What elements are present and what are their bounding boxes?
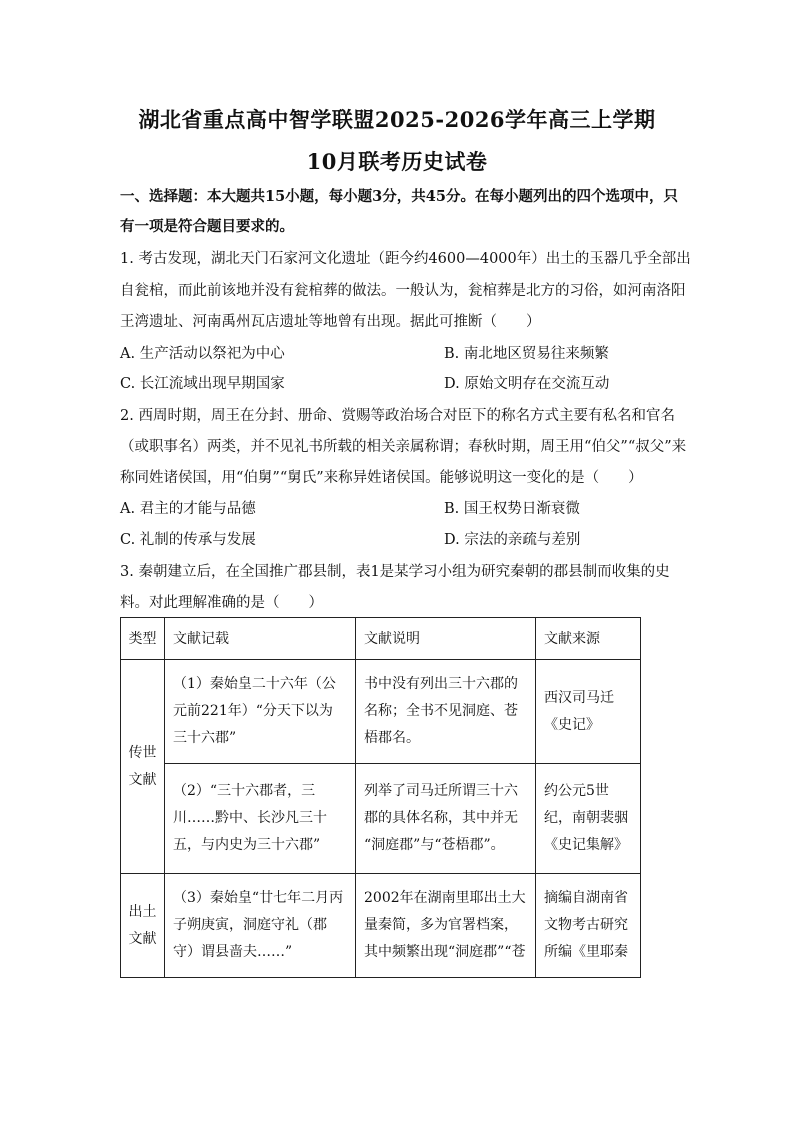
- header-note: 文献说明: [356, 618, 536, 660]
- q2-stem-line3: 称同姓诸侯国，用“伯舅”“舅氏”来称异姓诸侯国。能够说明这一变化的是（ ）: [120, 470, 643, 486]
- row3-record: （3）秦始皇“廿七年二月丙 子朔庚寅，洞庭守礼（郡 守）谓县啬夫……”: [165, 874, 356, 978]
- q1-option-b[interactable]: B. 南北地区贸易往来频繁: [444, 346, 609, 362]
- q2-option-b[interactable]: B. 国王权势日渐衰微: [444, 501, 580, 517]
- row2-source: 约公元5世 纪，南朝裴骃 《史记集解》: [536, 764, 641, 874]
- exam-title-line1: 湖北省重点高中智学联盟2025-2026学年高三上学期: [138, 107, 656, 132]
- q1-option-a[interactable]: A. 生产活动以祭祀为中心: [120, 346, 285, 362]
- q2-stem-line1: 2. 西周时期，周王在分封、册命、赏赐等政治场合对臣下的称名方式主要有私名和官名: [120, 408, 675, 424]
- table-row: [121, 874, 641, 978]
- q2-option-c[interactable]: C. 礼制的传承与发展: [120, 532, 256, 548]
- q3-stem-line1: 3. 秦朝建立后，在全国推广郡县制，表1是某学习小组为研究秦朝的郡县制而收集的史: [120, 564, 670, 580]
- q1-option-c[interactable]: C. 长江流域出现早期国家: [120, 376, 285, 392]
- row3-note: 2002年在湖南里耶出土大 量秦简，多为官署档案， 其中频繁出现“洞庭郡”“苍: [356, 874, 536, 978]
- q1-option-d[interactable]: D. 原始文明存在交流互动: [444, 376, 610, 392]
- q2-option-a[interactable]: A. 君主的才能与品德: [120, 501, 256, 517]
- q1-stem-line3: 王湾遗址、河南禹州瓦店遗址等地曾有出现。据此可推断（ ）: [120, 314, 541, 330]
- q2-option-d[interactable]: D. 宗法的亲疏与差别: [444, 532, 581, 548]
- row1-record: （1）秦始皇二十六年（公 元前221年）“分天下以为 三十六郡”: [165, 660, 356, 764]
- row2-record: （2）“三十六郡者，三 川……黔中、长沙凡三十 五，与内史为三十六郡”: [165, 764, 356, 874]
- group-received-texts: 传世 文献: [121, 660, 165, 874]
- row2-note: 列举了司马迁所谓三十六 郡的具体名称，其中并无 “洞庭郡”与“苍梧郡”。: [356, 764, 536, 874]
- header-record: 文献记载: [165, 618, 356, 660]
- row3-source: 摘编自湖南省 文物考古研究 所编《里耶秦: [536, 874, 641, 978]
- q1-stem-line2: 自瓮棺，而此前该地并没有瓮棺葬的做法。一般认为，瓮棺葬是北方的习俗，如河南洛阳: [120, 283, 686, 299]
- exam-title-line2: 10月联考历史试卷: [306, 149, 488, 174]
- table-header-row: [121, 618, 641, 660]
- table-row: [121, 764, 641, 874]
- q3-stem-line2: 料。对此理解准确的是（ ）: [120, 595, 323, 611]
- table-row: [121, 660, 641, 764]
- row1-source: 西汉司马迁 《史记》: [536, 660, 641, 764]
- section-heading-line2: 有一项是符合题目要求的。: [120, 218, 294, 235]
- source-table: [120, 617, 641, 978]
- header-source: 文献来源: [536, 618, 641, 660]
- q1-stem-line1: 1. 考古发现，湖北天门石家河文化遗址（距今约4600—4000年）出土的玉器几乎全部出: [120, 251, 691, 267]
- group-excavated-texts: 出土 文献: [121, 874, 165, 978]
- row1-note: 书中没有列出三十六郡的 名称；全书不见洞庭、苍 梧郡名。: [356, 660, 536, 764]
- q2-stem-line2: （或职事名）两类，并不见礼书所载的相关亲属称谓；春秋时期，周王用“伯父”“叔父”来: [120, 439, 687, 455]
- header-type: 类型: [121, 618, 165, 660]
- section-heading-line1: 一、选择题：本大题共15小题，每小题3分，共45分。在每小题列出的四个选项中，只: [120, 188, 678, 205]
